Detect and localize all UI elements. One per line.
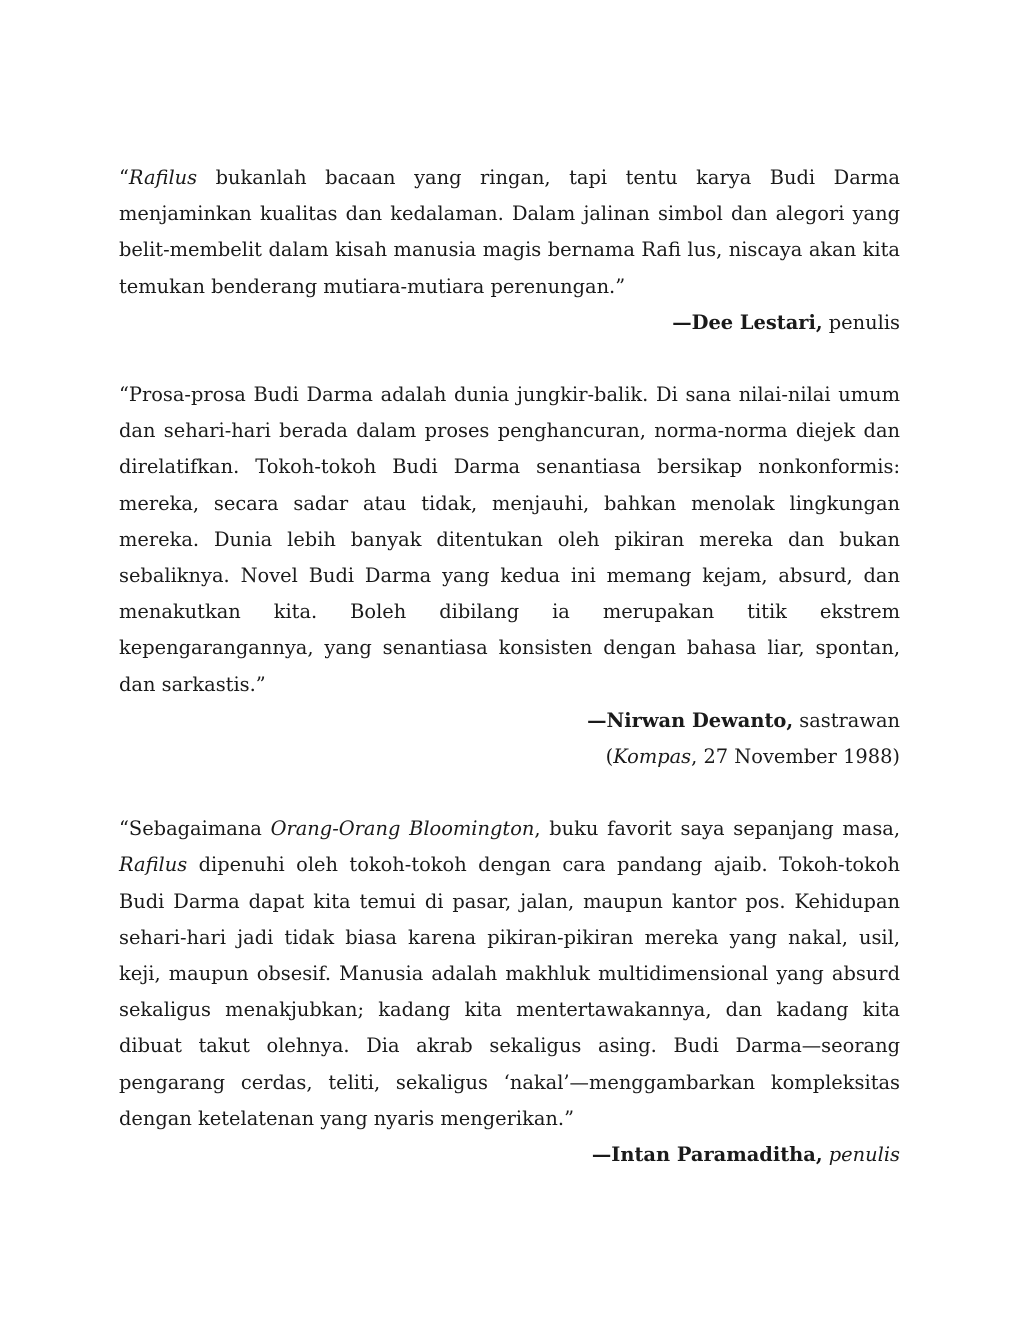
author-role: penulis	[822, 1143, 900, 1167]
quote-text	[119, 811, 900, 1137]
em-dash: —	[672, 310, 692, 334]
author-name: Nirwan Dewanto,	[606, 708, 794, 732]
book-title: Orang-Orang Bloomington	[270, 817, 535, 841]
spacer	[119, 341, 900, 377]
source-publication: Kompas	[613, 745, 692, 769]
endorsement-nirwan-dewanto	[119, 377, 900, 775]
book-title: Rafilus	[119, 853, 188, 877]
quote-body-part1: “Sebagaimana	[119, 817, 271, 841]
attribution	[119, 305, 900, 341]
author-role: penulis	[822, 310, 900, 334]
em-dash: —	[587, 708, 607, 732]
quote-text: “Prosa-prosa Budi Darma adalah dunia jungkir-balik. Di sana nilai-nilai umum dan sehari-hari berada dalam proses penghancuran, norma-norma diejek dan direlatifkan. Tokoh-tokoh Budi Darma senantiasa bersikap nonkonformis: mereka, secara sadar atau tidak, menjauhi, bahkan menolak lingkungan mereka. Dunia lebih banyak ditentukan oleh pikiran mereka dan bukan sebaliknya. Novel Budi Darma yang kedua ini memang kejam, absurd, dan menakutkan kita. Boleh dibilang ia merupakan titik ekstrem kepengarangannya, yang senantiasa konsisten dengan bahasa liar, spontan, dan sarkastis.”	[119, 383, 900, 696]
spacer	[119, 775, 900, 811]
book-title: Rafilus	[128, 166, 198, 189]
endorsement-intan-paramaditha	[119, 811, 900, 1173]
em-dash: —	[591, 1143, 612, 1167]
quote-body: bukanlah bacaan yang ringan, tapi tentu karya Budi Darma menjaminkan kualitas dan kedalaman. Dalam jalinan simbol dan alegori yang belit-membelit dalam kisah manusia magis bernama Rafi lus, niscaya akan kita temukan benderang mutiara-mutiara perenungan.”	[119, 166, 900, 298]
endorsements-page	[119, 160, 900, 1173]
attribution	[119, 1137, 900, 1173]
author-role: sastrawan	[793, 708, 900, 732]
author-name: Dee Lestari,	[691, 310, 823, 334]
author-name: Intan Paramaditha,	[611, 1143, 823, 1167]
source-date: , 27 November 1988)	[691, 745, 900, 769]
source-open-paren: (	[605, 745, 614, 769]
quote-body-part3: dipenuhi oleh tokoh-tokoh dengan cara pandang ajaib. Tokoh-tokoh Budi Darma dapat kita temui di pasar, jalan, maupun kantor pos. Kehidupan sehari-hari jadi tidak biasa karena pikiran-pikiran mereka yang nakal, usil, keji, maupun obsesif. Manusia adalah makhluk multidimensional yang absurd sekaligus menakjubkan; kadang kita mentertawakannya, dan kadang kita dibuat takut olehnya. Dia akrab sekaligus asing. Budi Darma—seorang pengarang cerdas, teliti, sekaligus ‘nakal’—menggambarkan kompleksitas dengan ketelatenan yang nyaris mengerikan.”	[119, 853, 900, 1130]
endorsement-dee-lestari	[119, 160, 900, 341]
quote-body-part2: , buku favorit saya sepanjang masa,	[534, 817, 901, 841]
quote-text	[119, 160, 900, 305]
attribution	[119, 703, 900, 739]
open-quote: “	[119, 166, 129, 189]
source-citation	[119, 739, 900, 775]
